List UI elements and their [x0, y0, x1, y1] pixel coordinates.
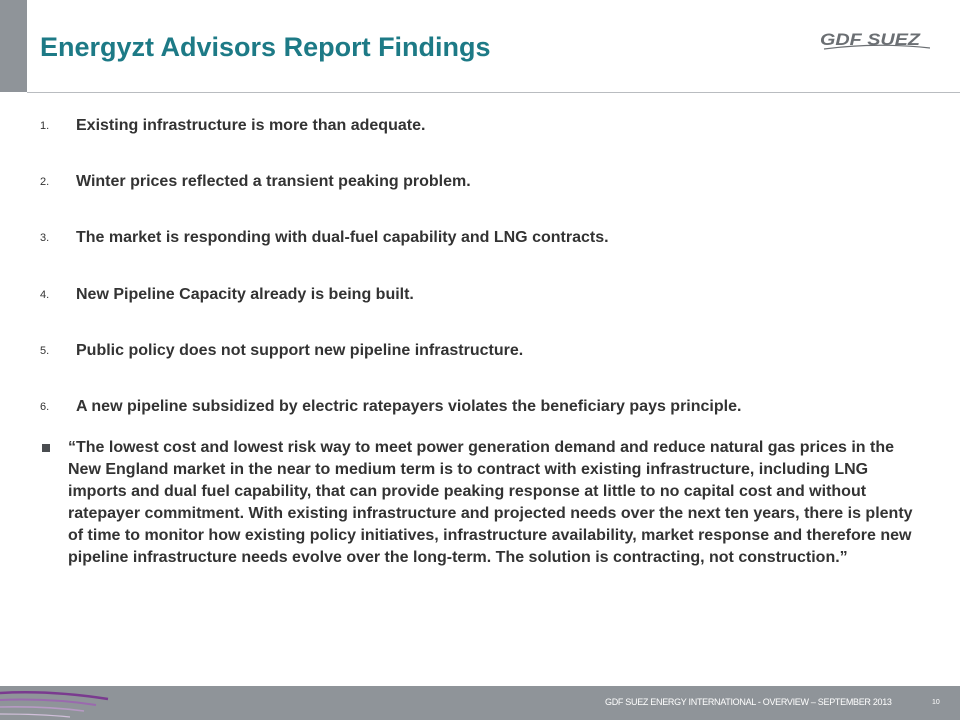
finding-number: 4. — [40, 288, 50, 301]
finding-text: The market is responding with dual-fuel capability and LNG contracts. — [76, 229, 609, 247]
finding-item — [40, 339, 940, 395]
finding-text: New Pipeline Capacity already is being built. — [76, 285, 414, 303]
finding-number: 1. — [40, 120, 50, 132]
finding-number: 6. — [40, 400, 50, 413]
finding-item — [40, 283, 940, 339]
findings-list — [40, 114, 940, 451]
page-number: 10 — [932, 699, 940, 706]
footer-bar — [0, 686, 960, 720]
page-title: Energyzt Advisors Report Findings — [40, 32, 491, 62]
report-quote: “The lowest cost and lowest risk way to meet power generation demand and reduce natural gas prices in the New England market in the near to medium term is to contract with existing infrastructure, including LNG imports and dual fuel capability, that can provide peaking response at little to no capital cost and without ratepayer commitment. With existing infrastructure and projected needs over the next ten years, there is plenty of time to monitor how existing policy initiatives, infrastructure availability, market response and therefore new pipeline infrastructure needs evolve over the long-term. The solution is contracting, not construction.” — [68, 439, 913, 566]
finding-number: 3. — [40, 232, 50, 245]
finding-text: A new pipeline subsidized by electric ratepayers violates the beneficiary pays principle. — [76, 397, 742, 415]
footer-text: GDF SUEZ ENERGY INTERNATIONAL - OVERVIEW – SEPTEMBER 2013 — [605, 697, 892, 707]
gdf-suez-logo — [818, 26, 934, 52]
purple-swoosh-icon — [0, 686, 110, 720]
header-divider — [27, 92, 960, 93]
finding-text: Public policy does not support new pipeline infrastructure. — [76, 341, 524, 359]
finding-number: 2. — [40, 176, 50, 189]
finding-item — [40, 114, 940, 170]
logo-wordmark: GDF SUEZ — [820, 30, 921, 49]
finding-item — [40, 226, 940, 282]
finding-number: 5. — [40, 344, 50, 357]
finding-text: Winter prices reflected a transient peaking problem. — [76, 173, 471, 191]
finding-item — [40, 170, 940, 226]
header-left-bar — [0, 0, 27, 92]
finding-text: Existing infrastructure is more than adequate. — [76, 117, 426, 134]
square-bullet-icon — [42, 444, 50, 452]
